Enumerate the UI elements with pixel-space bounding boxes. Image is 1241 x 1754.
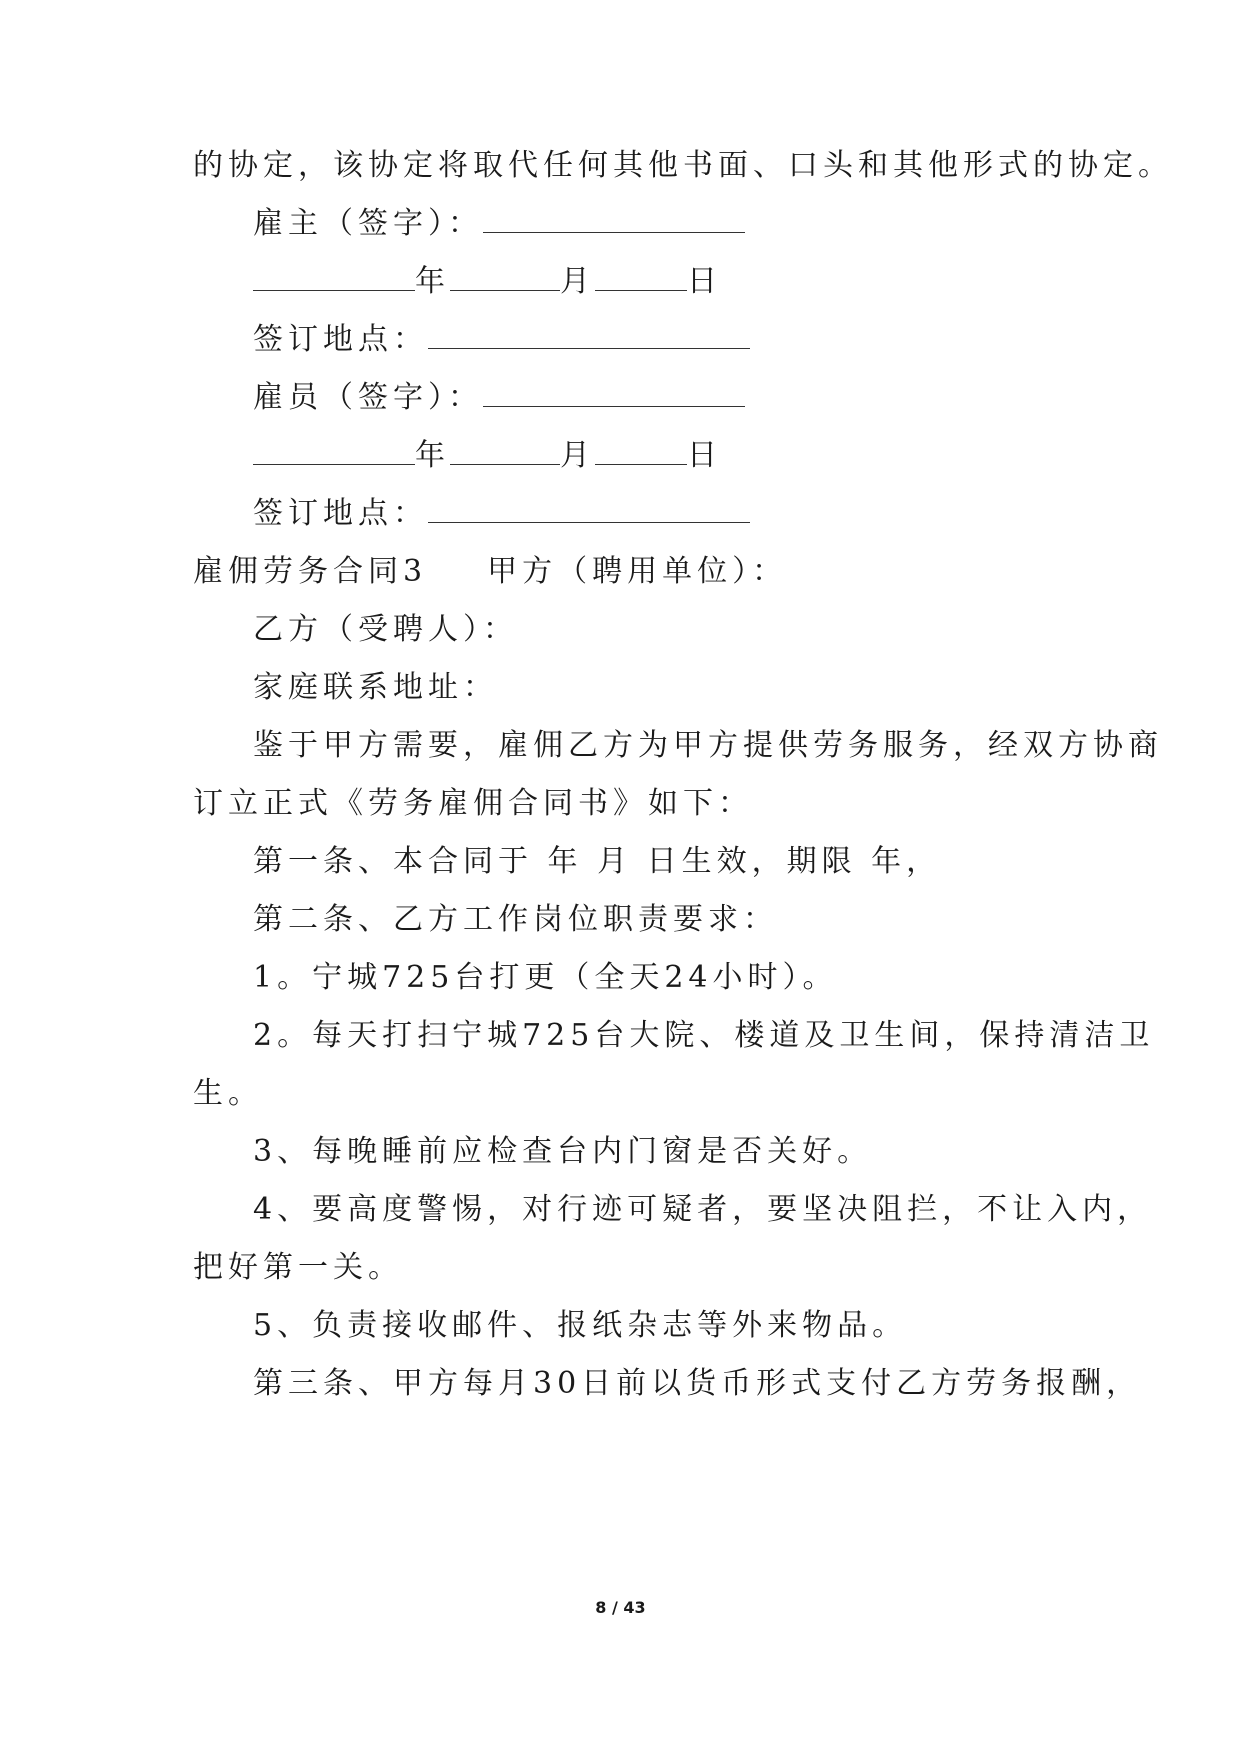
- text-line: [0, 610, 1241, 650]
- text-line: [0, 1306, 1241, 1346]
- duty-item: 4、要高度警惕，对行迹可疑者，要坚决阻拦，不让入内，: [253, 1192, 1153, 1227]
- text-line: [0, 1074, 1241, 1114]
- month-label: 月: [560, 264, 595, 299]
- employer-signature-line: [0, 204, 1241, 244]
- employer-sign-blank: [483, 208, 745, 233]
- day-blank: [595, 440, 687, 465]
- text-line: [0, 784, 1241, 824]
- month-label: 月: [560, 438, 595, 473]
- duty-item: 1。宁城725台打更（全天24小时）。: [253, 960, 838, 995]
- month-blank: [450, 266, 560, 291]
- employee-sign-label: 雇员（签字）：: [253, 380, 483, 415]
- text-line: [0, 146, 1241, 186]
- employer-date-line: [0, 262, 1241, 302]
- text-line: [0, 842, 1241, 882]
- place-blank: [428, 498, 750, 523]
- duty-item: 2。每天打扫宁城725台大院、楼道及卫生间，保持清洁卫: [253, 1018, 1155, 1053]
- text-line: [0, 726, 1241, 766]
- home-address-label: 家庭联系地址：: [253, 670, 498, 705]
- employee-date-line: [0, 436, 1241, 476]
- place-blank: [428, 324, 750, 349]
- text-line: [0, 1016, 1241, 1056]
- paragraph-text: 生。: [193, 1076, 263, 1111]
- text-line: [0, 900, 1241, 940]
- paragraph-text: 鉴于甲方需要，雇佣乙方为甲方提供劳务服务，经双方协商: [253, 728, 1163, 763]
- day-blank: [595, 266, 687, 291]
- duty-item: 5、负责接收邮件、报纸杂志等外来物品。: [253, 1308, 908, 1343]
- month-blank: [450, 440, 560, 465]
- employee-place-line: [0, 494, 1241, 534]
- year-blank: [253, 440, 415, 465]
- article-3: 第三条、甲方每月30日前以货币形式支付乙方劳务报酬，: [253, 1366, 1142, 1401]
- paragraph-text: 把好第一关。: [193, 1250, 403, 1285]
- text-line: [0, 1132, 1241, 1172]
- article-1: 第一条、本合同于 年 月 日生效，期限 年，: [253, 844, 942, 879]
- employee-signature-line: [0, 378, 1241, 418]
- employee-sign-blank: [483, 382, 745, 407]
- text-line: [0, 668, 1241, 708]
- year-label: 年: [415, 438, 450, 473]
- text-line: [0, 958, 1241, 998]
- text-line: [0, 1248, 1241, 1288]
- paragraph-text: 订立正式《劳务雇佣合同书》如下：: [193, 786, 753, 821]
- text-line: [0, 1190, 1241, 1230]
- paragraph-text: 的协定，该协定将取代任何其他书面、口头和其他形式的协定。: [193, 148, 1173, 183]
- employer-place-line: [0, 320, 1241, 360]
- day-label: 日: [687, 438, 722, 473]
- year-blank: [253, 266, 415, 291]
- page-number: 8 / 43: [595, 1598, 646, 1617]
- year-label: 年: [415, 264, 450, 299]
- article-2: 第二条、乙方工作岗位职责要求：: [253, 902, 778, 937]
- employer-sign-label: 雇主（签字）：: [253, 206, 483, 241]
- place-label: 签订地点：: [253, 496, 428, 531]
- day-label: 日: [687, 264, 722, 299]
- contract-title: 雇佣劳务合同3: [193, 554, 428, 589]
- duty-item: 3、每晚睡前应检查台内门窗是否关好。: [253, 1134, 873, 1169]
- place-label: 签订地点：: [253, 322, 428, 357]
- contract-heading-line: [0, 552, 1241, 592]
- party-b-label: 乙方（受聘人）：: [253, 612, 518, 647]
- text-line: [0, 1364, 1241, 1404]
- party-a-label: 甲方（聘用单位）：: [487, 554, 788, 589]
